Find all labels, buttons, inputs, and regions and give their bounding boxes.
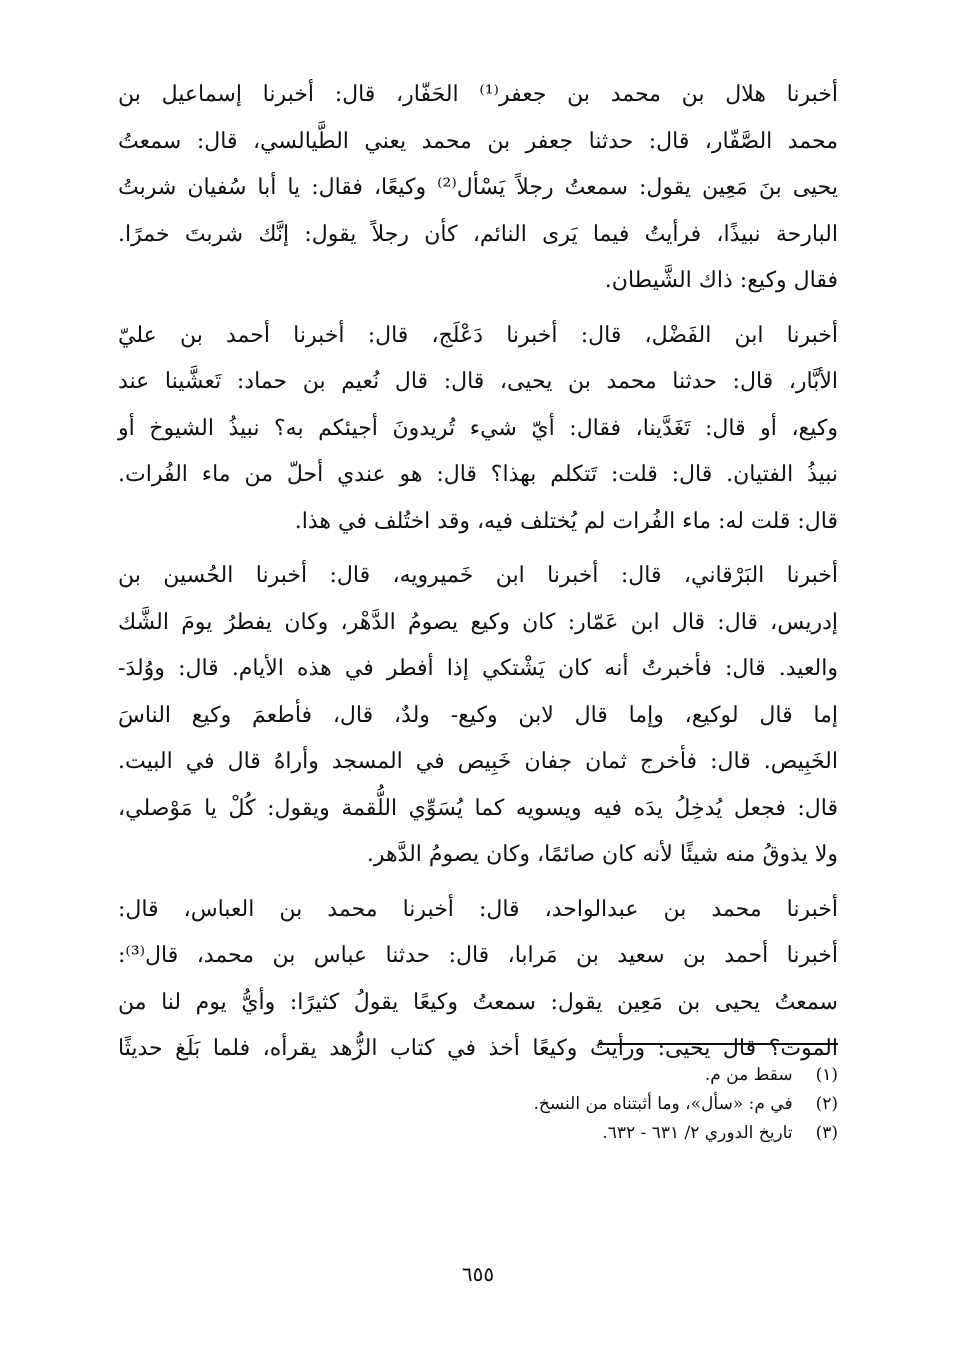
footnote-text: سقط من م. bbox=[704, 1065, 793, 1085]
text-line: أخبرنا محمد بن عبدالواحد، قال: أخبرنا محمد بن العباس، قال: bbox=[118, 896, 838, 922]
text-line: ولا يذوقُ منه شيئًا لأنه كان صائمًا، وكان يصومُ الدَّهر. bbox=[366, 842, 838, 867]
text-line: الأبَّار، قال: حدثنا محمد بن يحيى، قال: قال نُعيم بن حماد: تَعشَّينا عند bbox=[118, 369, 838, 394]
text-line: يحيى بنَ مَعِين يقول: سمعتُ رجلاً يَسْأل⁽²⁾ وكيعًا، فقال: يا أبا سُفيان شربتُ bbox=[118, 175, 839, 200]
text-line: أخبرنا ابن الفَضْل، قال: أخبرنا دَعْلَج، قال: أخبرنا أحمد بن عليّ bbox=[118, 322, 838, 348]
paragraph-2 bbox=[118, 313, 838, 546]
text-line: إدريس، قال: قال ابن عَمّار: كان وكيع يصومُ الدَّهْر، وكان يفطرُ يومَ الشَّك bbox=[118, 609, 838, 635]
text-line: البارحة نبيذًا، فرأيتُ فيما يَرى النائم، كأن رجلاً يقول: إنَّك شربتَ خمرًا. bbox=[118, 221, 838, 247]
footnote-number: (٣) bbox=[815, 1123, 838, 1143]
footnote-number: (٢) bbox=[815, 1094, 838, 1114]
text-line: قال: قلت له: ماء الفُرات لم يُختلف فيه، وقد اختُلف في هذا. bbox=[294, 508, 838, 534]
footnote-item bbox=[118, 1090, 838, 1119]
paragraph-1 bbox=[118, 72, 838, 305]
footnote-text: تاريخ الدوري ٢/ ٦٣١ - ٦٣٢. bbox=[602, 1123, 793, 1143]
text-line: إما قال لوكيع، وإما قال لابن وكيع- ولدٌ، قال، فأطعمَ وكيع الناسَ bbox=[118, 702, 838, 728]
text-line: فقال وكيع: ذاك الشَّيطان. bbox=[604, 268, 838, 293]
text-line: سمعتُ يحيى بن مَعِين يقول: سمعتُ وكيعًا يقولُ كثيرًا: وأيُّ يوم لنا من bbox=[118, 989, 838, 1015]
paragraph-3 bbox=[118, 553, 838, 879]
text-line: نبيذُ الفتيان. قال: قلت: تَتكلم بهذا؟ قال: هو عندي أحلّ من ماء الفُرات. bbox=[118, 462, 838, 487]
main-text bbox=[118, 72, 838, 1073]
footnote-divider bbox=[598, 1043, 838, 1045]
text-line: الموت؟ قال يحيى: ورأيتُ وكيعًا أخذ في كتاب الزُّهد يقرأه، فلما بَلَغ حديثًا bbox=[118, 1036, 838, 1061]
text-line: أخبرنا هلال بن محمد بن جعفر⁽¹⁾ الحَفّار، قال: أخبرنا إسماعيل بن bbox=[118, 82, 838, 107]
page-number: ٦٥٥ bbox=[461, 1262, 495, 1286]
footnote-text: في م: «سأل»، وما أثبتناه من النسخ. bbox=[533, 1094, 793, 1114]
text-line: أخبرنا أحمد بن سعيد بن مَرابا، قال: حدثنا عباس بن محمد، قال⁽³⁾: bbox=[118, 943, 838, 968]
text-line: أخبرنا البَرْقاني، قال: أخبرنا ابن خَميرويه، قال: أخبرنا الحُسين بن bbox=[118, 563, 838, 588]
footnote-item bbox=[118, 1061, 838, 1090]
text-line: الخَبِيص. قال: فأخرج ثمان جفان خَبِيص في المسجد وأراهُ قال في البيت. bbox=[118, 749, 838, 774]
footnote-item bbox=[118, 1119, 838, 1148]
text-line: والعيد. قال: فأخبرتُ أنه كان يَشْتكي إذا أفطر في هذه الأيام. قال: ووُلدَ- bbox=[118, 656, 838, 681]
text-line: محمد الصَّفّار، قال: حدثنا جعفر بن محمد يعني الطَّيالسي، قال: سمعتُ bbox=[118, 128, 838, 154]
text-line: قال: فجعل يُدخِلُ يدَه فيه ويسويه كما يُسَوِّي اللُّقمة ويقول: كُلْ يا مَوْصلي، bbox=[118, 795, 838, 821]
footnotes bbox=[118, 1061, 838, 1148]
footnote-number: (١) bbox=[815, 1065, 838, 1085]
text-line: وكيع، أو قال: تَغَدَّينا، فقال: أيّ شيء تُريدونَ أجيئكم به؟ نبيذُ الشيوخ أو bbox=[118, 415, 838, 441]
